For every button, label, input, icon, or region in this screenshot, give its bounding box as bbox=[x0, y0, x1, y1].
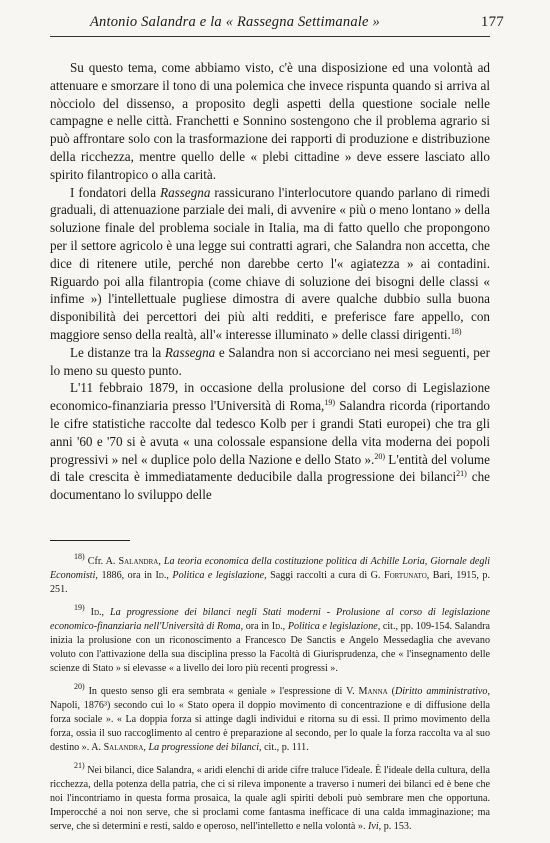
author: Salandra bbox=[103, 742, 144, 754]
footnote-ref[interactable]: 19) bbox=[324, 398, 336, 408]
footnote-ref[interactable]: 20) bbox=[374, 451, 385, 461]
main-text bbox=[50, 59, 490, 504]
title-part: Antonio Salandra e la « bbox=[90, 14, 234, 30]
footnotes bbox=[50, 551, 491, 835]
footnote-number: 18) bbox=[74, 551, 85, 561]
paragraph-1 bbox=[50, 59, 490, 184]
running-title bbox=[90, 14, 380, 31]
footnote-ref[interactable]: 21) bbox=[456, 469, 467, 479]
text: che documentano lo sviluppo delle bbox=[50, 469, 490, 503]
text: , Bari, 1915, p. 251. bbox=[50, 570, 490, 596]
text: In questo senso gli era sembrata « geniale » l'espressione di V. bbox=[84, 685, 359, 697]
author: Id. bbox=[155, 570, 167, 582]
title-part: » bbox=[368, 14, 380, 30]
author: Id. bbox=[271, 620, 283, 632]
footnote-rule bbox=[50, 540, 130, 541]
text: Nei bilanci, dice Salandra, « aridi elenchi di aride cifre traluce l'ideale. È l'ideale della cultura, della ricchezza, della potenza della patria, che ci si rileva imponente a traverso i numeri dei bilanci ed è bene che noi l'incontriamo in questa forma prosaica, la quale agli spiriti deboli può sembrare men che opportuna. Imperocché a noi non serve, che si proclami come fantasma inefficace di una calda immaginazione; ma serve, che si determini e resti, saldo e operoso, nell'intelletto e nella volontà ». bbox=[50, 764, 490, 833]
text: , 1886, ora in bbox=[95, 570, 156, 582]
text: L'11 febbraio 1879, in occasione della prolusione del corso di Legislazione economico-finanziaria presso l'Università di Roma, bbox=[50, 380, 490, 414]
text: ( bbox=[387, 685, 395, 697]
text: L'entità del volume di tale crescita è immediatamente deducibile dalla progressione dei bilanci bbox=[50, 451, 490, 485]
title-journal: Rassegna Settimanale bbox=[233, 14, 369, 30]
title: Ivi bbox=[368, 821, 379, 833]
title: Diritto amministrativo bbox=[394, 685, 488, 697]
page-number: 177 bbox=[480, 14, 504, 30]
footnote-number: 19) bbox=[74, 602, 85, 612]
text: , p. 153. bbox=[378, 821, 412, 833]
footnote-number: 21) bbox=[74, 760, 85, 770]
text: e Salandra non si accorciano nei mesi seguenti, per lo meno su questo punto. bbox=[50, 344, 490, 378]
footnote-19 bbox=[50, 602, 491, 677]
journal-name: Rassegna bbox=[160, 184, 211, 200]
text: rassicurano l'interlocutore quando parlano di rimedi graduali, di attenuazione parziale dei mali, di avvenire « più o meno lontano » della soluzione finale del problema sociale in Italia, ma di fatto quello che propongono per il settore agricolo è una legge sui contratti agrari, che Salandra non accetta, che dice di ritenere utile, perché non darebbe certo l'« agiatezza » ai contadini. Riguardo poi alla filantropia (come chiave di soluzione dei bisogni delle classi « infime ») l'intellettuale pugliese dimostra di avere qualche dubbio sulla buona disponibilità dei percettori dei più alti redditi, e preferisce fare appello, con maggiore senso della realtà, all'« interesse illuminato » delle classi dirigenti. bbox=[50, 184, 490, 342]
footnote-20 bbox=[50, 681, 490, 756]
text: , Napoli, 1876³) secondo cui lo « Stato opera il doppio movimento di concentrazione e di diffusione della forza sociale ». « La doppia forza si attinge dagli individui e ritorna su di essi. Il primo movimento della forza, ossia il suo raccoglimento al centro è preparazione al secondo, per lo quale la forza raccolta va al suo destino ». A. bbox=[50, 685, 490, 754]
text: Cfr. A. bbox=[84, 555, 119, 567]
title: La progressione dei bilanci bbox=[148, 742, 260, 754]
paragraph-4 bbox=[50, 379, 490, 504]
paragraph-2 bbox=[50, 184, 490, 344]
footnote-21 bbox=[50, 760, 490, 835]
title: La teoria economica della costituzione politica di Achille Loria, Giornale degli Economisti bbox=[50, 555, 490, 582]
text: Salandra ricorda (riportando le cifre statistiche raccolte dal tedesco Kolb per i grandi Stati europei) che tra gli anni '60 e '70 si è avuta « una colossale espansione della vita moderna dei popoli progressivi » nel « duplice polo della Nazione e dello Stato ». bbox=[50, 398, 490, 467]
text: , bbox=[166, 570, 173, 582]
author: Salandra bbox=[118, 555, 159, 567]
text: Le distanze tra la bbox=[70, 344, 165, 360]
text: , Saggi raccolti a cura di G. bbox=[264, 570, 384, 582]
text: , bbox=[143, 742, 149, 754]
text: , bbox=[158, 555, 164, 567]
title: La progressione dei bilanci negli Stati moderni - Prolusione al corso di legislazione economico-finanziaria nell'Università di Roma bbox=[50, 606, 491, 632]
footnote-18 bbox=[50, 551, 490, 598]
author: Id. bbox=[84, 606, 102, 618]
text: , ora in bbox=[240, 620, 272, 632]
page bbox=[50, 10, 504, 843]
title: Politica e legislazione bbox=[287, 620, 378, 632]
author: Manna bbox=[358, 685, 388, 697]
text: , bbox=[101, 606, 110, 618]
text: I fondatori della bbox=[70, 184, 161, 200]
journal-name: Rassegna bbox=[164, 344, 216, 360]
running-header bbox=[50, 10, 504, 37]
author: Fortunato bbox=[383, 570, 427, 582]
text: , cit., pp. 109-154. Salandra inizia la prolusione con un riconoscimento a Francesco De Sanctis e Angelo Messedaglia che avevano voluto con l'attivazione della sua disciplina presso la Facoltà di Giurisprudenza, che « l'insegnamento delle scienze di Stato » si elevasse « a livello dei loro più recenti progressi ». bbox=[50, 620, 490, 675]
footnote-ref[interactable]: 18) bbox=[450, 326, 462, 336]
title: Politica e legislazione bbox=[172, 570, 265, 582]
footnote-number: 20) bbox=[74, 681, 85, 691]
text: Su questo tema, come abbiamo visto, c'è una disposizione ed una volontà ad attenuare e smorzare il tono di una polemica che invece rispunta quando si arriva al nòcciolo del dissenso, a proposito degli aspetti della questione sociale nelle campagne e nelle città. Franchetti e Sonnino sostengono che il problema agrario si può affrontare solo con la trasformazione dei rapporti di produzione e distribuzione della ricchezza, mentre quello delle « plebi cittadine » deve essere lasciato allo spirito filantropico o alla carità. bbox=[50, 60, 490, 182]
text: , cit., p. 111. bbox=[259, 742, 309, 754]
paragraph-3 bbox=[50, 344, 490, 380]
text: , bbox=[282, 620, 288, 632]
